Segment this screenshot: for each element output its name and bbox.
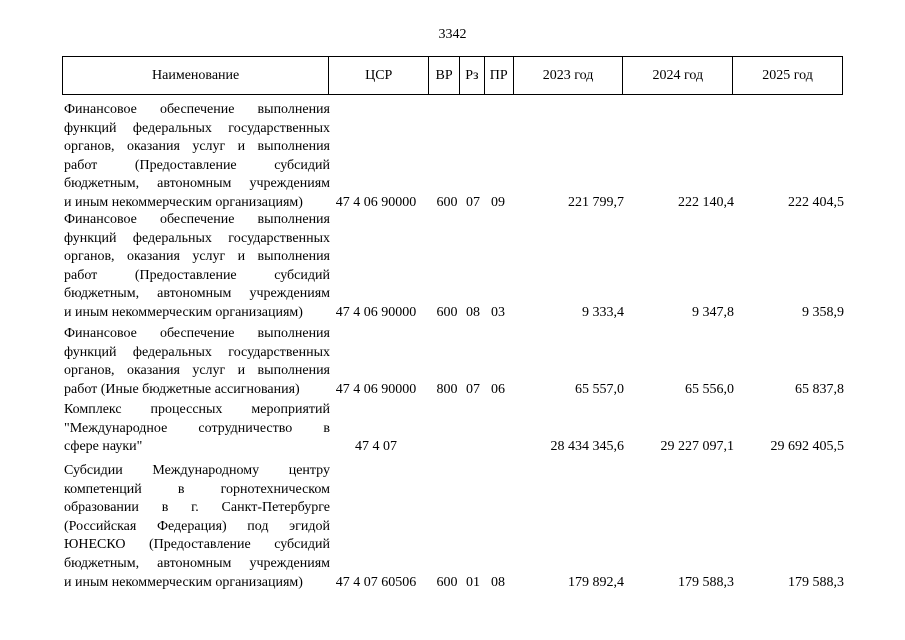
row-pr: 06 bbox=[491, 381, 505, 397]
row-name-line: сфере науки" bbox=[64, 439, 143, 455]
row-csr: 47 4 06 90000 bbox=[335, 381, 417, 397]
row-name-line: органов, оказания услуг и выполнения bbox=[64, 363, 330, 379]
header-csr: ЦСР bbox=[329, 57, 429, 95]
row-name-line: работ (Предоставление субсидий bbox=[64, 157, 330, 173]
row-2024: 29 227 097,1 bbox=[660, 439, 734, 455]
row-name bbox=[64, 401, 330, 457]
row-name bbox=[64, 101, 330, 213]
table-row bbox=[62, 401, 843, 457]
row-2023: 9 333,4 bbox=[582, 305, 624, 320]
header-name: Наименование bbox=[63, 57, 329, 95]
row-name-line: Финансовое обеспечение выполнения bbox=[64, 326, 330, 341]
table-row bbox=[62, 211, 843, 323]
row-name-line: функций федеральных государственных bbox=[64, 120, 330, 136]
row-name bbox=[64, 462, 330, 592]
row-2025: 9 358,9 bbox=[802, 305, 844, 320]
row-csr: 47 4 07 bbox=[355, 439, 397, 455]
row-name-line: бюджетным, автономным учреждениям bbox=[64, 176, 330, 192]
row-2025: 65 837,8 bbox=[795, 381, 844, 397]
row-csr: 47 4 06 90000 bbox=[335, 305, 417, 320]
row-csr: 47 4 07 60506 bbox=[335, 574, 417, 590]
row-name-line: бюджетным, автономным учреждениям bbox=[64, 286, 330, 302]
row-2023: 28 434 345,6 bbox=[550, 439, 624, 455]
row-name-line: Финансовое обеспечение выполнения bbox=[64, 102, 330, 117]
row-rz: 07 bbox=[466, 381, 480, 397]
row-2024: 179 588,3 bbox=[678, 574, 734, 590]
row-name-line: Комплекс процессных мероприятий bbox=[64, 402, 330, 417]
row-2023: 221 799,7 bbox=[568, 195, 624, 210]
row-name-line: "Международное сотрудничество в bbox=[64, 420, 330, 436]
row-name-line: компетенций в горнотехническом bbox=[64, 481, 330, 497]
row-name-line: и иным некоммерческим организациям) bbox=[64, 574, 303, 590]
row-name-line: работ (Иные бюджетные ассигнования) bbox=[64, 381, 300, 397]
row-2024: 65 556,0 bbox=[685, 381, 734, 397]
table-header bbox=[62, 56, 843, 95]
row-name-line: работ (Предоставление субсидий bbox=[64, 267, 330, 283]
row-name-line: функций федеральных государственных bbox=[64, 230, 330, 246]
row-name bbox=[64, 325, 330, 399]
row-2025: 29 692 405,5 bbox=[770, 439, 844, 455]
row-name-line: Финансовое обеспечение выполнения bbox=[64, 212, 330, 227]
row-name-line: образовании в г. Санкт-Петербурге bbox=[64, 500, 330, 516]
header-pr: ПР bbox=[484, 57, 513, 95]
row-name bbox=[64, 211, 330, 323]
header-2023: 2023 год bbox=[513, 57, 623, 95]
row-2025: 179 588,3 bbox=[788, 574, 844, 590]
row-pr: 09 bbox=[491, 195, 505, 210]
row-vr: 600 bbox=[436, 195, 458, 210]
table-row bbox=[62, 462, 843, 592]
table-row bbox=[62, 325, 843, 399]
header-rz: Рз bbox=[459, 57, 484, 95]
row-pr: 08 bbox=[491, 574, 505, 590]
row-2024: 9 347,8 bbox=[692, 305, 734, 320]
row-rz: 07 bbox=[466, 195, 480, 210]
row-name-line: Субсидии Международному центру bbox=[64, 463, 330, 478]
row-2024: 222 140,4 bbox=[678, 195, 734, 210]
row-vr: 600 bbox=[436, 574, 458, 590]
row-rz: 01 bbox=[466, 574, 480, 590]
row-2023: 65 557,0 bbox=[575, 381, 624, 397]
page-number: 3342 bbox=[438, 27, 467, 42]
row-name-line: органов, оказания услуг и выполнения bbox=[64, 249, 330, 265]
row-2025: 222 404,5 bbox=[788, 195, 844, 210]
row-vr: 600 bbox=[436, 305, 458, 320]
header-2024: 2024 год bbox=[623, 57, 733, 95]
row-name-line: органов, оказания услуг и выполнения bbox=[64, 139, 330, 155]
row-name-line: и иным некоммерческим организациям) bbox=[64, 194, 303, 210]
row-name-line: бюджетным, автономным учреждениям bbox=[64, 555, 330, 571]
header-vr: ВР bbox=[429, 57, 460, 95]
row-vr: 800 bbox=[436, 381, 458, 397]
row-name-line: функций федеральных государственных bbox=[64, 344, 330, 360]
header-2025: 2025 год bbox=[733, 57, 843, 95]
row-2023: 179 892,4 bbox=[568, 574, 624, 590]
row-name-line: (Российская Федерация) под эгидой bbox=[64, 518, 330, 534]
row-csr: 47 4 06 90000 bbox=[335, 195, 417, 210]
row-name-line: ЮНЕСКО (Предоставление субсидий bbox=[64, 537, 330, 553]
row-name-line: и иным некоммерческим организациям) bbox=[64, 304, 303, 320]
table-row bbox=[62, 101, 843, 213]
row-pr: 03 bbox=[491, 305, 505, 320]
row-rz: 08 bbox=[466, 305, 480, 320]
